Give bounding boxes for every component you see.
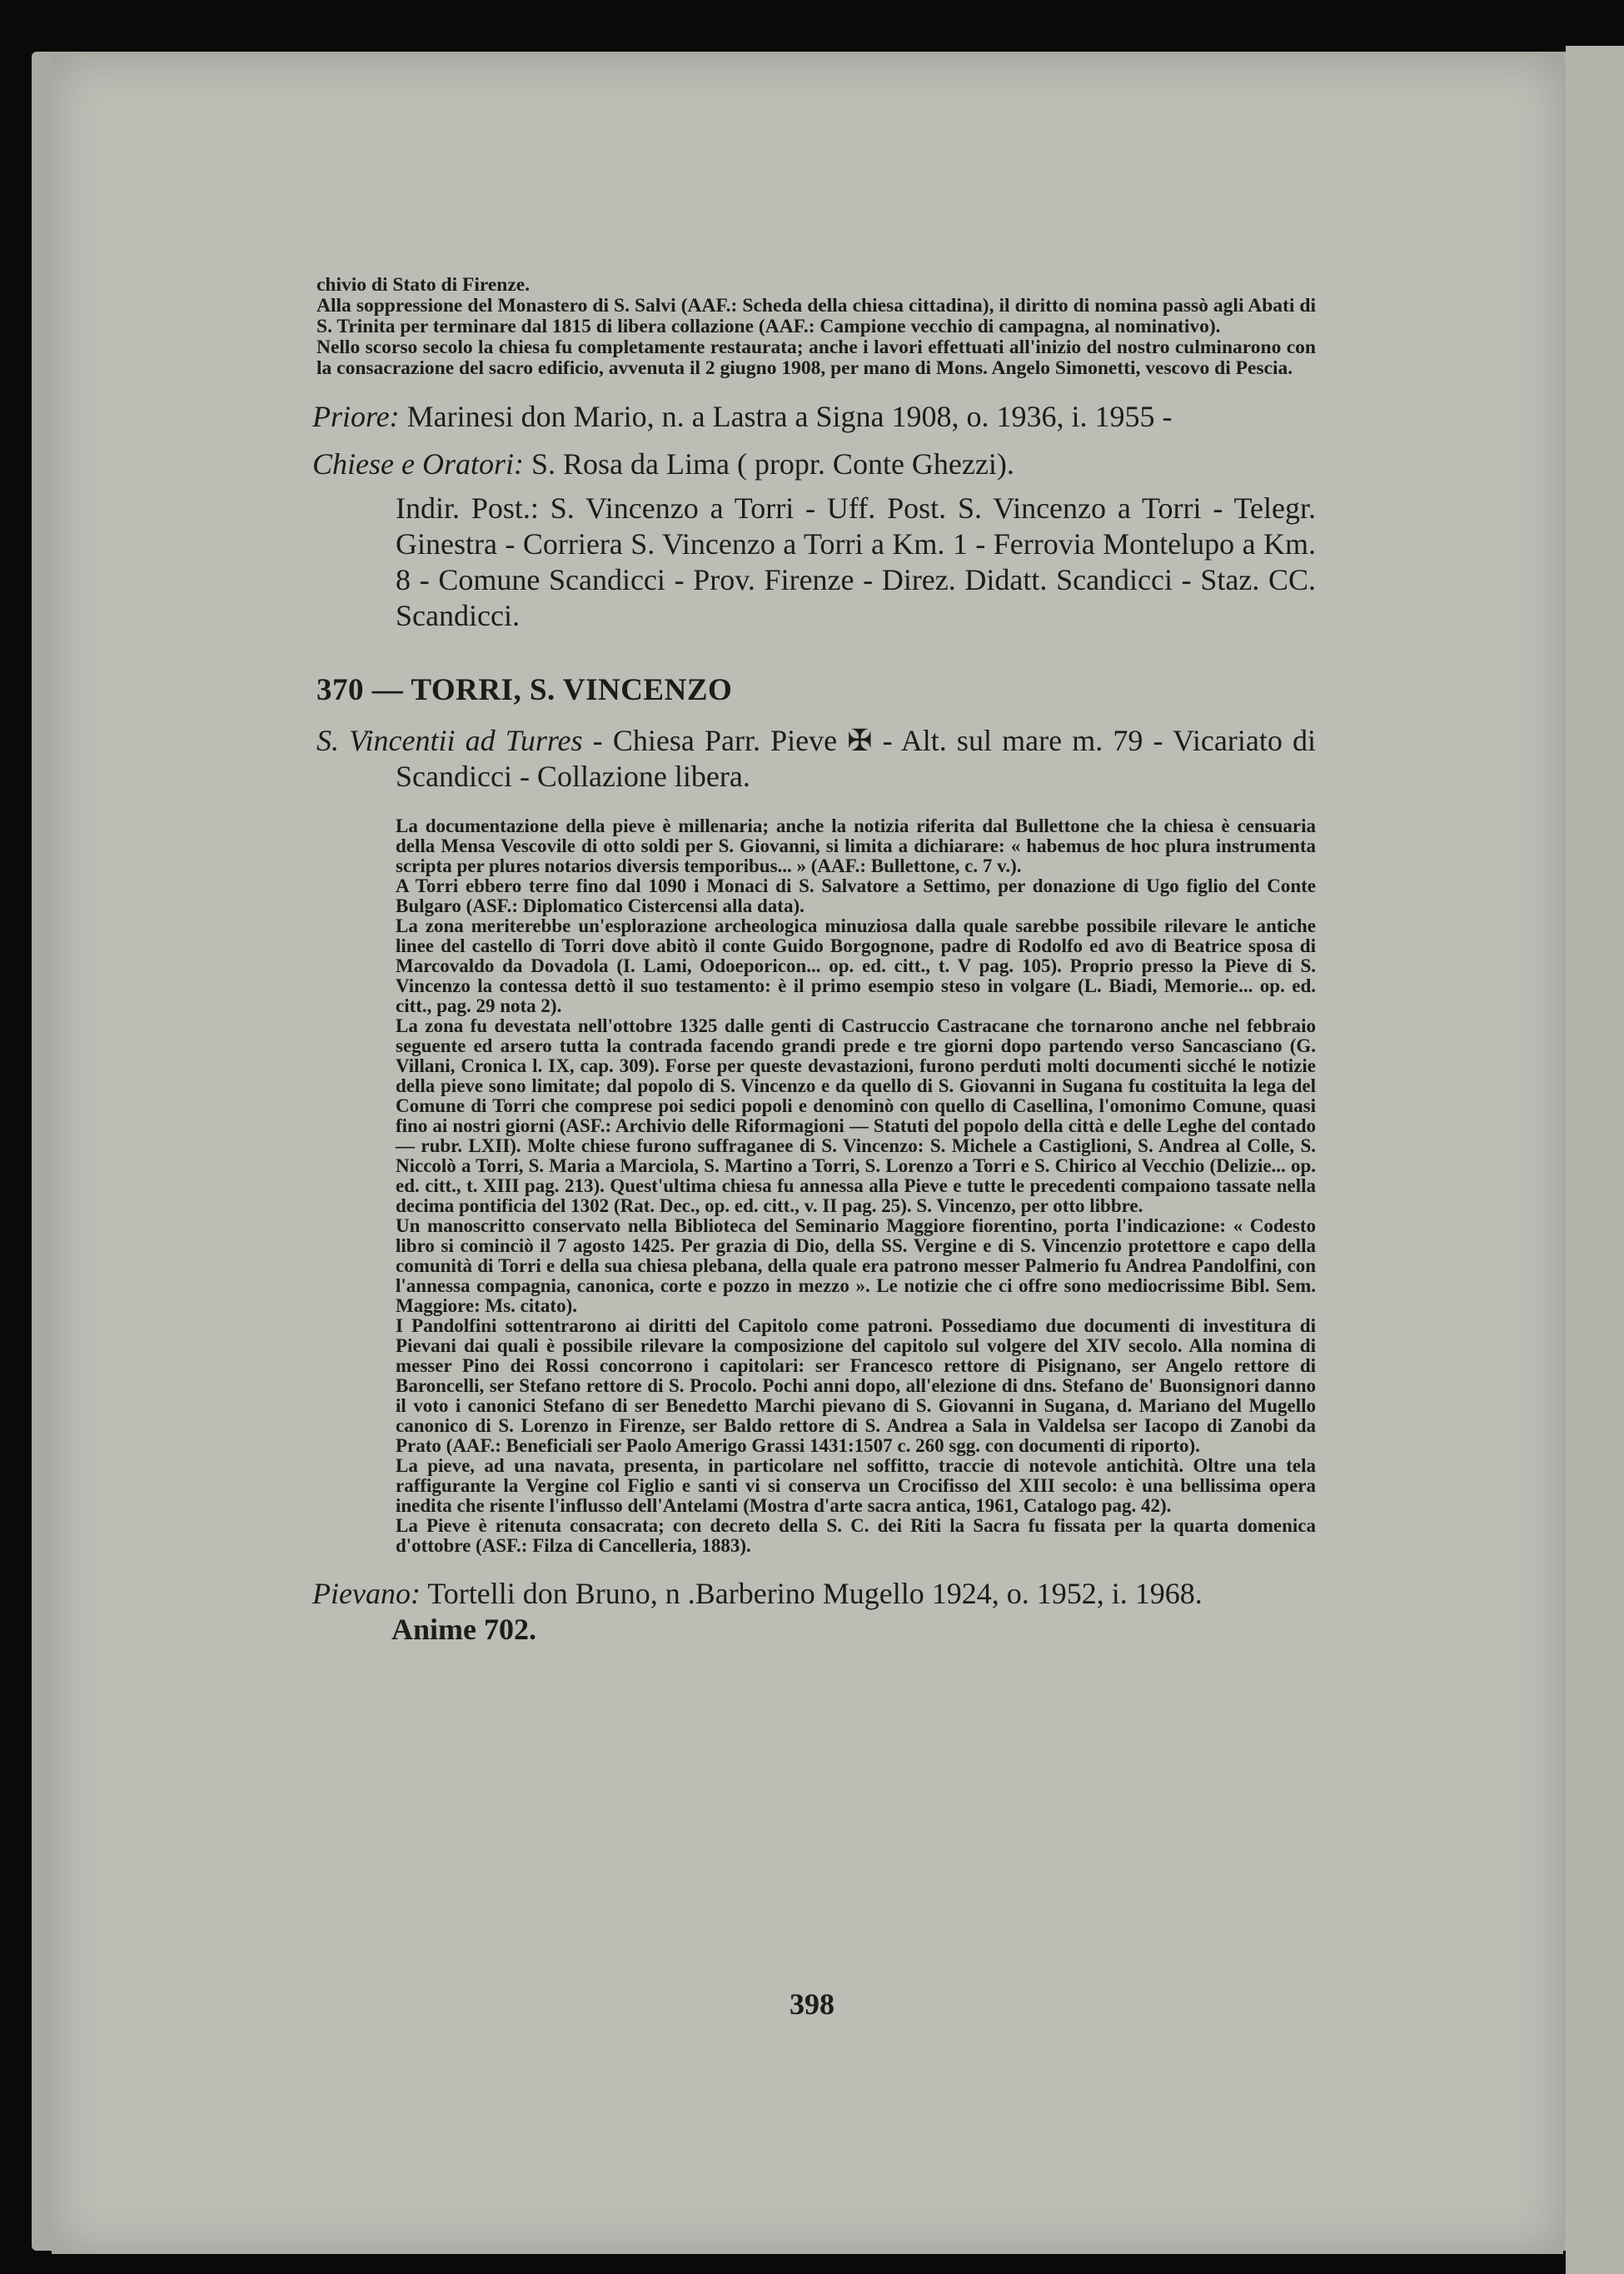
priore-label: Priore: [312, 400, 390, 433]
history-paragraph: La Pieve è ritenuta consacrata; con decreto della S. C. dei Riti la Sacra fu fissata per la quarta domenica d'ottobre (ASF.: Filza di Cancelleria, 1883).: [396, 1515, 1316, 1556]
church-details: - Chiesa Parr. Pieve ✠ - Alt. sul mare m. 79 - Vicariato di Scandicci - Collazione libera.: [396, 724, 1316, 793]
pievano-text: Tortelli don Bruno, n .Barberino Mugello 1924, o. 1952, i. 1968.: [427, 1577, 1203, 1610]
history-paragraph: La pieve, ad una navata, presenta, in particolare nel soffitto, traccie di notevole antichità. Oltre una tela raffigurante la Vergine col Figlio e santi vi si conserva un Crocifisso del XIII secolo: è una bellissima opera inedita che risente l'influsso dell'Antelami (Mostra d'arte sacra antica, 1961, Catalogo pag. 42).: [396, 1455, 1316, 1516]
anime-count: Anime 702.: [391, 1613, 536, 1646]
facing-page-edge: [1566, 46, 1624, 2274]
indirizzo-postale: Indir. Post.: S. Vincenzo a Torri - Uff. Post. S. Vincenzo a Torri - Telegr. Ginestra - Corriera S. Vincenzo a Torri a Km. 1 - Ferrovia Montelupo a Km. 8 - Comune Scandicci - Prov. Firenze - Direz. Didatt. Scandicci - Staz. CC. Scandicci.: [396, 491, 1316, 632]
page-content: [312, 274, 1316, 1648]
page-number: 398: [790, 1987, 834, 2021]
history-paragraph: I Pandolfini sottentrarono ai diritti del Capitolo come patroni. Possediamo due documenti di investitura di Pievani dai quali è possibile rilevare la composizione del capitolo sul volgere del XIV secolo. Alla nomina di messer Pino dei Rossi concorrono i capitolari: ser Francesco rettore di Pisignano, ser Angelo rettore di Baroncelli, ser Stefano rettore di S. Procolo. Pochi anni dopo, all'elezione di dns. Stefano de' Buonsignori danno il voto i canonici Stefano di ser Benedetto Marchi pievano di S. Giovanni in Sugana, d. Mariano del Mugello canonico di S. Lorenzo in Firenze, ser Baldo rettore di S. Andrea a Sala in Valdelsa ser Iacopo di Zanobi da Prato (AAF.: Beneficiali ser Paolo Amerigo Grassi 1431:1507 c. 260 sgg. con documenti di riporto).: [396, 1315, 1316, 1456]
top-note-line-3: Nello scorso secolo la chiesa fu completamente restaurata; anche i lavori effettuati all'inizio del nostro culminarono con la consacrazione del sacro edificio, avvenuta il 2 giugno 1908, per mano di Mons. Angelo Simonetti, vescovo di Pescia.: [316, 337, 1316, 379]
history-paragraph: La zona fu devestata nell'ottobre 1325 dalle genti di Castruccio Castracane che tornarono anche nel febbraio seguente ed arsero tutta la contrada facendo grandi prede e tre giorni dopo partendo verso Sancasciano (G. Villani, Cronica l. IX, cap. 309). Forse per queste devastazioni, furono perduti molti documenti sicché le notizie della pieve sono limitate; dal popolo di S. Vincenzo e da quello di S. Giovanni in Sugana fu costituita la lega del Comune di Torri che comprese poi sedici popoli e denominò con quello di Casellina, l'omonimo Comune, quasi fino ai nostri giorni (ASF.: Archivio delle Riformagioni — Statuti del popolo della città e delle Leghe del contado — rubr. LXII). Molte chiese furono suffraganee di S. Vincenzo: S. Michele a Castiglioni, S. Andrea al Colle, S. Niccolò a Torri, S. Maria a Marciola, S. Martino a Torri, S. Lorenzo a Torri e S. Chirico al Vecchio (Delizie... op. ed. citt., t. XIII pag. 213). Quest'ultima chiesa fu annessa alla Pieve e tutte le precedenti compaiono tassate nella decima pontificia del 1302 (Rat. Dec., op. ed. citt., v. II pag. 25). S. Vincenzo, per otto libbre.: [396, 1015, 1316, 1216]
history-paragraph: A Torri ebbero terre fino dal 1090 i Monaci di S. Salvatore a Settimo, per donazione di Ugo figlio del Conte Bulgaro (ASF.: Diplomatico Cistercensi alla data).: [396, 875, 1316, 916]
pievano-label: Pievano: [312, 1577, 411, 1610]
history-paragraph: Un manoscritto conservato nella Biblioteca del Seminario Maggiore fiorentino, porta l'indicazione: « Codesto libro si cominciò il 7 agosto 1425. Per grazia di Dio, della SS. Vergine e di S. Vincenzio protettore e capo della comunità di Torri e della sua chiesa plebana, della quale era patrono messer Palmerio fu Andrea Pandolfini, con l'annessa compagnia, canonica, corte e pozzo in mezzo ». Le notizie che ci offre sono mediocrissime Bibl. Sem. Maggiore: Ms. citato).: [396, 1215, 1316, 1316]
history-paragraph: La documentazione della pieve è millenaria; anche la notizia riferita dal Bullettone che la chiesa è censuaria della Mensa Vescovile di otto soldi per S. Giovanni, si limita a dichiarare: « habemus de hoc plura instrumenta scripta per plures notarios diversis temporibus... » (AAF.: Bullettone, c. 7 v.).: [396, 815, 1316, 876]
top-note-line-2: Alla soppressione del Monastero di S. Salvi (AAF.: Scheda della chiesa cittadina), il diritto di nomina passò agli Abati di S. Trinita per terminare dal 1815 di libera collazione (AAF.: Campione vecchio di campagna, al nominativo).: [316, 295, 1316, 337]
chiese-text: S. Rosa da Lima ( propr. Conte Ghezzi).: [531, 447, 1014, 481]
pievano-entry: Pievano: Tortelli don Bruno, n .Barberino Mugello 1924, o. 1952, i. 1968.: [312, 1577, 1203, 1610]
history-paragraph: La zona meriterebbe un'esplorazione archeologica minuziosa dalla quale sarebbe possibile rilevare le antiche linee del castello di Torri dove abitò il conte Guido Borgognone, padre di Rodolfo ed avo di Beatrice sposa di Marcovaldo da Dovadola (I. Lami, Odoeporicon... op. ed. citt., t. V pag. 105). Proprio presso la Pieve di S. Vincenzo la contessa dettò il suo testamento: è il primo esempio steso in volgare (L. Biadi, Memorie... op. ed. citt., pag. 29 nota 2).: [396, 915, 1316, 1016]
priore-text: Marinesi don Mario, n. a Lastra a Signa 1908, o. 1936, i. 1955 -: [406, 400, 1173, 433]
chiese-label: Chiese e Oratori: [312, 447, 514, 481]
church-latin-name: S. Vincentii ad Turres: [316, 724, 583, 757]
church-title: [316, 723, 1316, 795]
section-heading: 370 — TORRI, S. VINCENZO: [316, 673, 733, 707]
history-text: [316, 816, 1316, 1556]
chiese-entry: Chiese e Oratori: S. Rosa da Lima ( propr. Conte Ghezzi).: [312, 447, 1014, 481]
priore-entry: Priore: Marinesi don Mario, n. a Lastra a Signa 1908, o. 1936, i. 1955 -: [312, 400, 1173, 433]
top-note: [316, 275, 1316, 379]
top-note-line-1: chivio di Stato di Firenze.: [316, 274, 531, 296]
